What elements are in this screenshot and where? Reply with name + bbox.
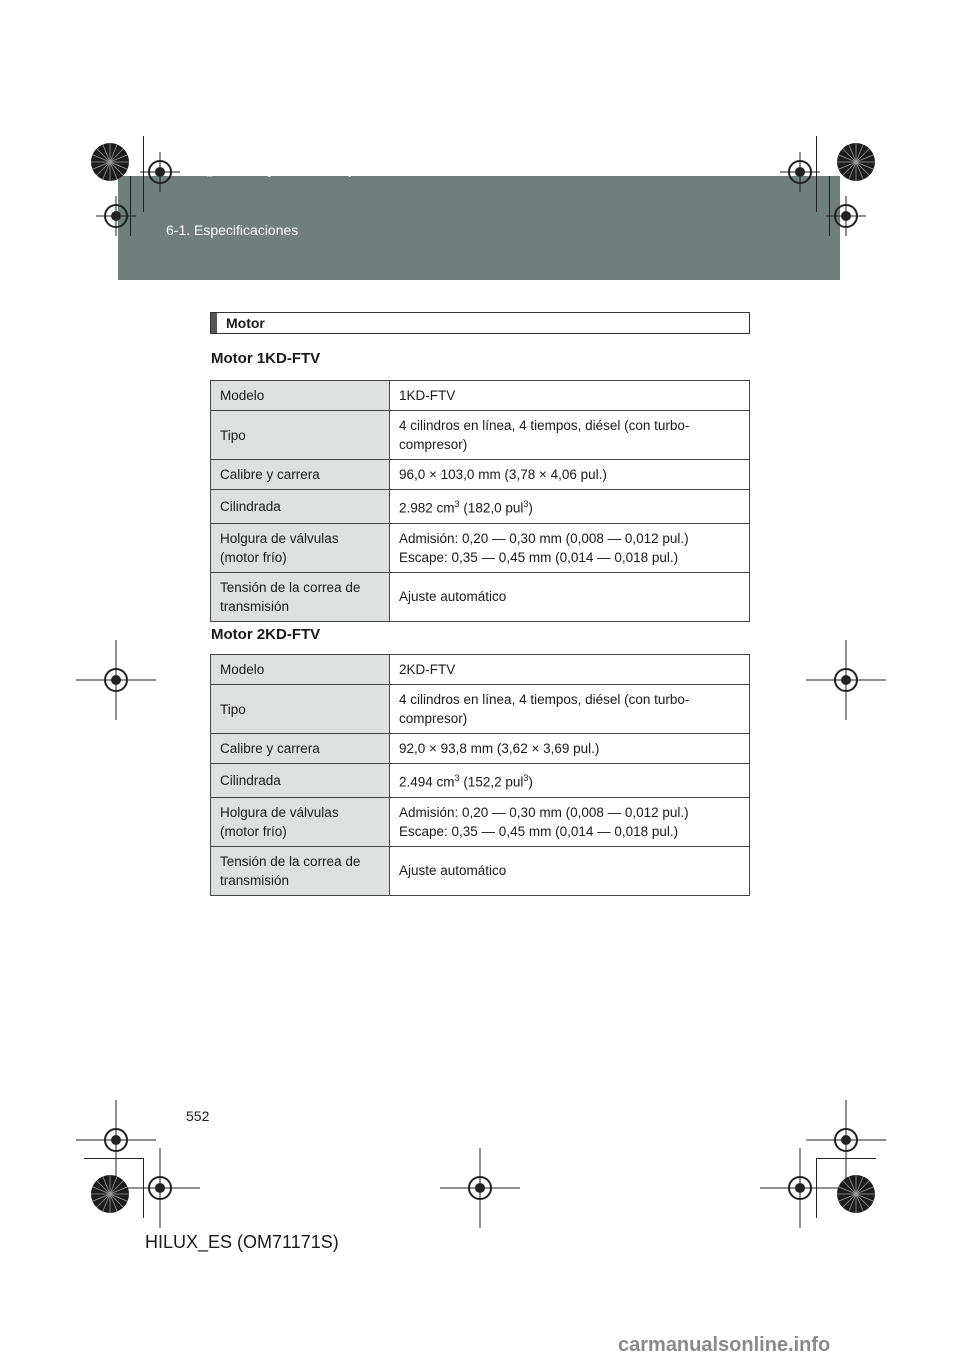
spec-key: Cilindrada bbox=[211, 764, 390, 798]
spec-key: Holgura de válvulas (motor frío) bbox=[211, 797, 390, 846]
section-title-box bbox=[210, 312, 750, 334]
registration-mark-icon bbox=[440, 1148, 520, 1228]
spec-value: 96,0 × 103,0 mm (3,78 × 4,06 pul.) bbox=[390, 460, 750, 490]
table-row bbox=[211, 411, 750, 460]
table-row bbox=[211, 490, 750, 524]
table-row bbox=[211, 797, 750, 846]
registration-mark-icon bbox=[760, 1148, 840, 1228]
spec-key: Modelo bbox=[211, 381, 390, 411]
registration-mark-icon bbox=[780, 152, 820, 192]
site-watermark[interactable]: carmanualsonline.info bbox=[618, 1334, 831, 1356]
spec-value: 2.494 $cm^3$ (152,2 pul$^3$) bbox=[390, 764, 750, 798]
spec-key: Cilindrada bbox=[211, 490, 390, 524]
spec-key: Tipo bbox=[211, 411, 390, 460]
spec-value: 1KD-FTV bbox=[390, 381, 750, 411]
table-row bbox=[211, 685, 750, 734]
engine-heading: Motor 2KD-FTV bbox=[211, 626, 321, 643]
registration-mark-icon bbox=[76, 640, 156, 720]
spec-value: Admisión: 0,20 — 0,30 mm (0,008 — 0,012 pul.) Escape: 0,35 — 0,45 mm (0,014 — 0,018 pul.) bbox=[390, 797, 750, 846]
table-row bbox=[211, 460, 750, 490]
table-row bbox=[211, 572, 750, 621]
table-row bbox=[211, 764, 750, 798]
registration-mark-icon bbox=[120, 1148, 200, 1228]
section-label: 6-1. Especificaciones bbox=[166, 222, 299, 238]
spec-value: 2.982 $cm^3$ (182,0 pul$^3$) bbox=[390, 490, 750, 524]
spec-key: Holgura de válvulas (motor frío) bbox=[211, 523, 390, 572]
table-row bbox=[211, 655, 750, 685]
spec-key: Tipo bbox=[211, 685, 390, 734]
spec-value: Admisión: 0,20 — 0,30 mm (0,008 — 0,012 pul.) Escape: 0,35 — 0,45 mm (0,014 — 0,018 pul.) bbox=[390, 523, 750, 572]
table-row bbox=[211, 846, 750, 895]
spec-key: Calibre y carrera bbox=[211, 734, 390, 764]
table-row bbox=[211, 523, 750, 572]
spec-value: 4 cilindros en línea, 4 tiempos, diésel (con turbo- compresor) bbox=[390, 411, 750, 460]
spec-value: Ajuste automático bbox=[390, 846, 750, 895]
registration-mark-icon bbox=[140, 152, 180, 192]
table-row bbox=[211, 734, 750, 764]
document-id: HILUX_ES (OM71171S) bbox=[145, 1232, 339, 1252]
registration-mark-icon bbox=[826, 196, 866, 236]
spec-key: Modelo bbox=[211, 655, 390, 685]
spec-key: Tensión de la correa de transmisión bbox=[211, 572, 390, 621]
registration-mark-icon bbox=[806, 640, 886, 720]
registration-mark-icon bbox=[96, 196, 136, 236]
section-title-bar bbox=[211, 313, 217, 333]
print-info: HILUX_ES.book Page 552 Wednesday, March 23, 2011 4:15 PM bbox=[180, 168, 484, 178]
spec-key: Calibre y carrera bbox=[211, 460, 390, 490]
spec-value: Ajuste automático bbox=[390, 572, 750, 621]
section-title: Motor bbox=[226, 315, 265, 331]
spec-value: 2KD-FTV bbox=[390, 655, 750, 685]
spec-value: 4 cilindros en línea, 4 tiempos, diésel (con turbo- compresor) bbox=[390, 685, 750, 734]
spec-table bbox=[210, 654, 750, 896]
page-number: 552 bbox=[186, 1108, 210, 1124]
spec-table bbox=[210, 380, 750, 622]
table-row bbox=[211, 381, 750, 411]
engine-heading: Motor 1KD-FTV bbox=[211, 350, 321, 367]
starburst-mark-icon bbox=[836, 1174, 876, 1214]
starburst-mark-icon bbox=[836, 142, 876, 182]
spec-value: 92,0 × 93,8 mm (3,62 × 3,69 pul.) bbox=[390, 734, 750, 764]
starburst-mark-icon bbox=[90, 1174, 130, 1214]
spec-key: Tensión de la correa de transmisión bbox=[211, 846, 390, 895]
starburst-mark-icon bbox=[90, 142, 130, 182]
